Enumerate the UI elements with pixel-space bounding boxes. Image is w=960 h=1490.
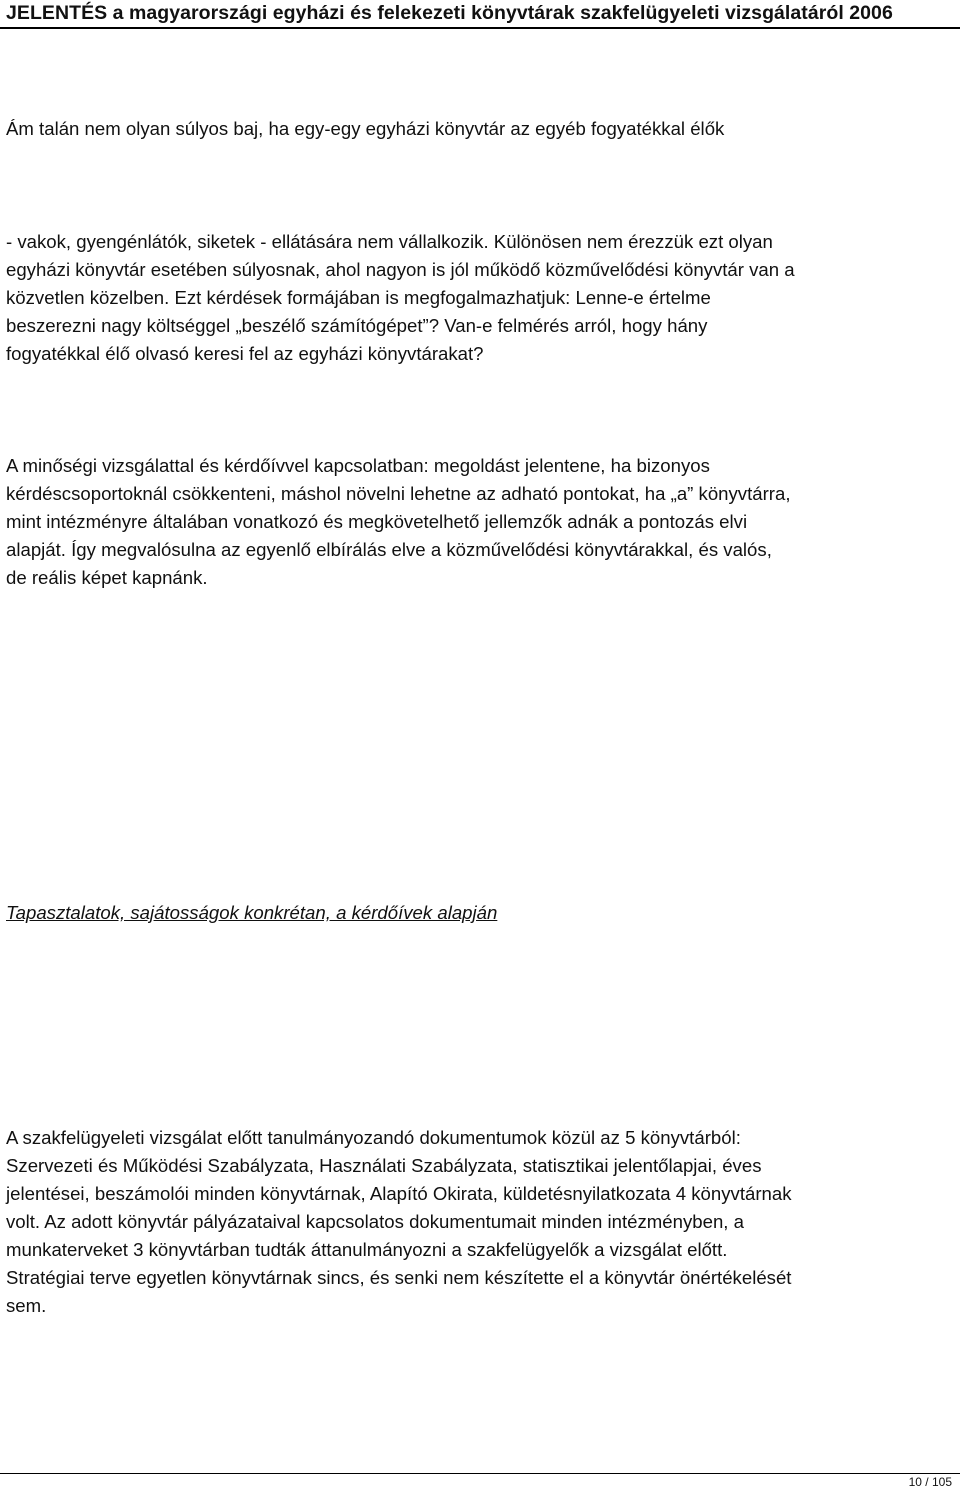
paragraph-line: Ám talán nem olyan súlyos baj, ha egy-egy egyházi könyvtár az egyéb fogyatékkal élők <box>6 118 725 139</box>
page-number: 10 / 105 <box>908 1475 952 1489</box>
paragraph-line: kérdéscsoportoknál csökkenteni, máshol növelni lehetne az adható pontokat, ha „a” könyvtárra, <box>6 483 791 504</box>
paragraph-line: Szervezeti és Működési Szabályzata, Használati Szabályzata, statisztikai jelentőlapjai, éves <box>6 1155 762 1176</box>
paragraph-line: beszerezni nagy költséggel „beszélő számítógépet”? Van-e felmérés arról, hogy hány <box>6 315 708 336</box>
paragraph-line: jelentései, beszámolói minden könyvtárnak, Alapító Okirata, küldetésnyilatkozata 4 könyvtárnak <box>6 1183 792 1204</box>
paragraph-line: sem. <box>6 1295 47 1316</box>
paragraph-line: egyházi könyvtár esetében súlyosnak, ahol nagyon is jól működő közművelődési könyvtár van a <box>6 259 795 280</box>
paragraph-line: Stratégiai terve egyetlen könyvtárnak sincs, és senki nem készítette el a könyvtár önértékelését <box>6 1267 792 1288</box>
section-heading: Tapasztalatok, sajátosságok konkrétan, a kérdőívek alapján <box>6 902 498 923</box>
paragraph-2 <box>6 228 956 368</box>
footer-divider <box>0 1473 960 1474</box>
paragraph-3 <box>6 452 956 592</box>
paragraph-line: munkaterveket 3 könyvtárban tudták áttanulmányozni a szakfelügyelők a vizsgálat előtt. <box>6 1239 728 1260</box>
paragraph-line: közvetlen közelben. Ezt kérdések formájában is megfogalmazhatjuk: Lenne-e értelme <box>6 287 711 308</box>
paragraph-line: A szakfelügyeleti vizsgálat előtt tanulmányozandó dokumentumok közül az 5 könyvtárból: <box>6 1127 741 1148</box>
header-divider <box>0 27 960 29</box>
paragraph-4 <box>6 1124 956 1320</box>
paragraph-line: alapját. Így megvalósulna az egyenlő elbírálás elve a közművelődési könyvtárakkal, és valós, <box>6 539 772 560</box>
paragraph-line: - vakok, gyengénlátók, siketek - ellátására nem vállalkozik. Különösen nem érezzük ezt olyan <box>6 231 773 252</box>
paragraph-line: fogyatékkal élő olvasó keresi fel az egyházi könyvtárakat? <box>6 343 484 364</box>
paragraph-line: volt. Az adott könyvtár pályázataival kapcsolatos dokumentumait minden intézményben, a <box>6 1211 744 1232</box>
paragraph-line: A minőségi vizsgálattal és kérdőívvel kapcsolatban: megoldást jelentene, ha bizonyos <box>6 455 710 476</box>
paragraph-line: de reális képet kapnánk. <box>6 567 208 588</box>
paragraph-1 <box>6 115 956 143</box>
document-header-title: JELENTÉS a magyarországi egyházi és felekezeti könyvtárak szakfelügyeleti vizsgálatáról 2006 <box>6 2 893 24</box>
paragraph-line: mint intézményre általában vonatkozó és megkövetelhető jellemzők adnák a pontozás elvi <box>6 511 748 532</box>
